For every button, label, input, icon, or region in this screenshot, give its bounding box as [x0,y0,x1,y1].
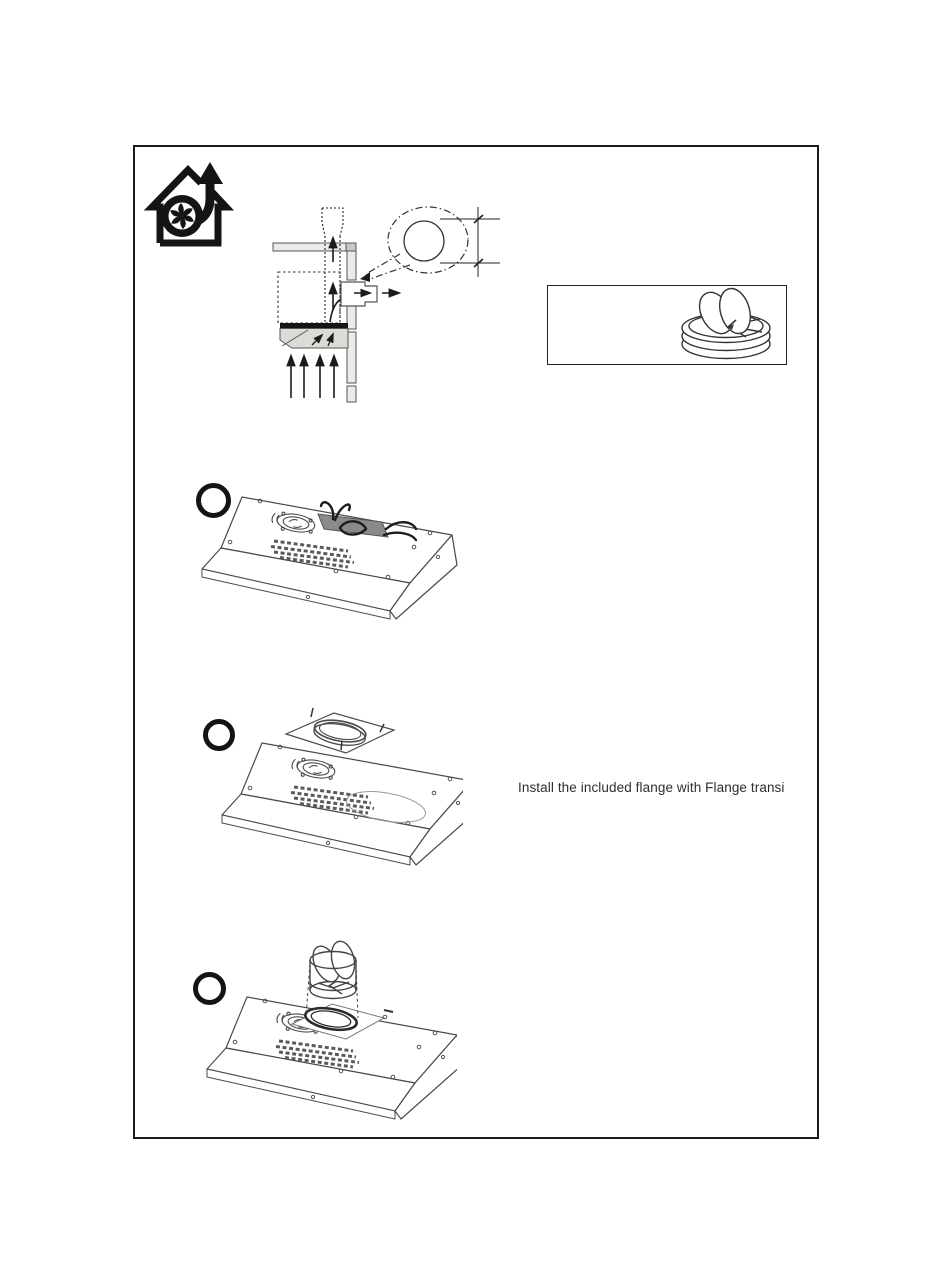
flange-detail-box [547,285,787,365]
step-1-hood-cable-knockout [190,487,458,623]
instruction-text: Install the included flange with Flange transi [518,780,785,795]
step-2-hood-flange-plate [188,700,463,875]
wall-duct-venting-cross-section [262,196,507,408]
round-damper-flange-icon [548,286,786,364]
step-3-hood-round-damper [172,938,457,1128]
vertical-venting-house-fan-icon [144,155,236,249]
